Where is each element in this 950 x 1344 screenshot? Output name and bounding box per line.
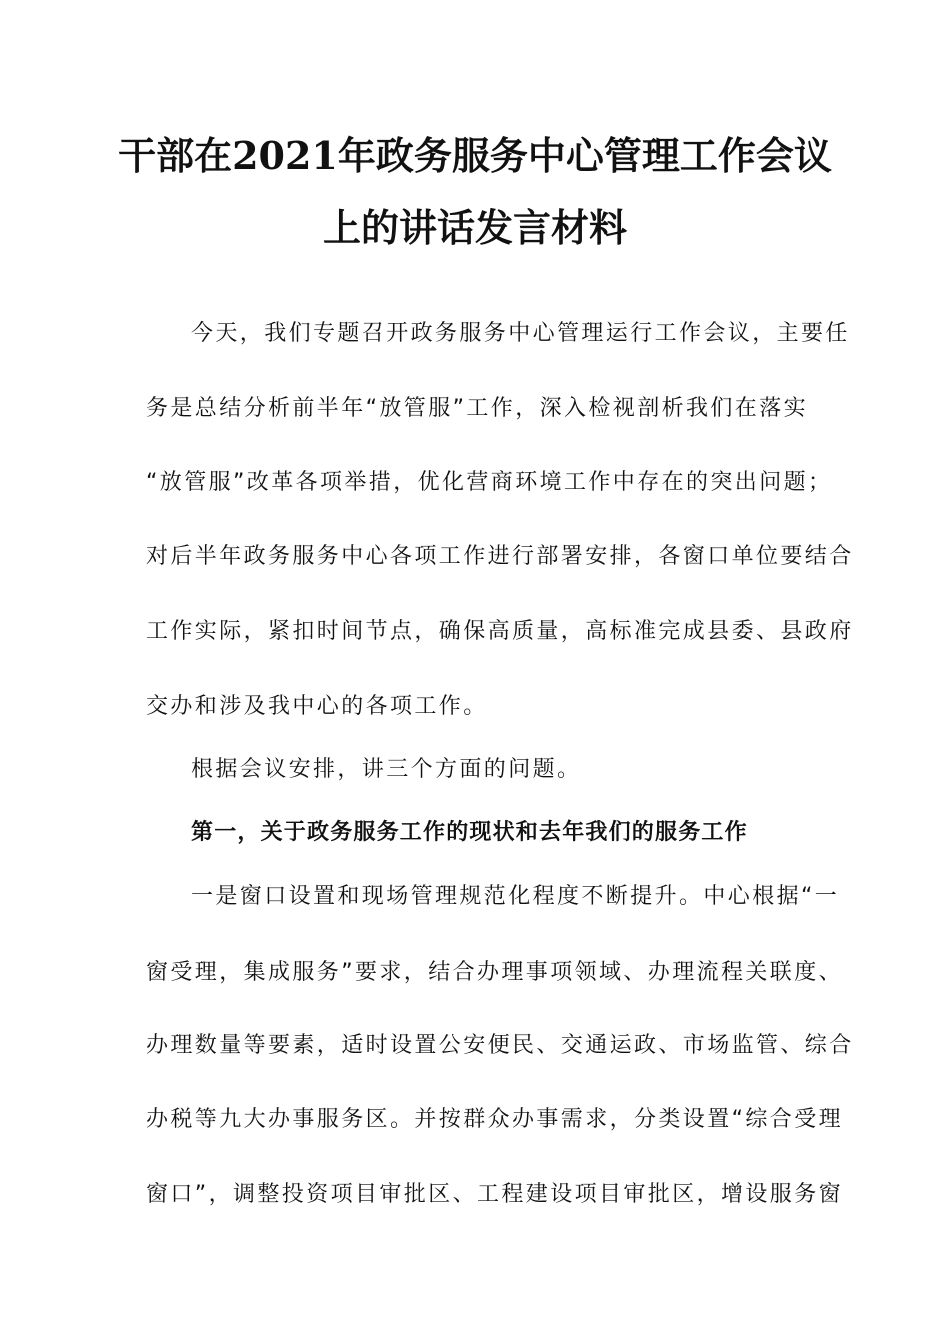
paragraph-1-line-4: 对后半年政务服务中心各项工作进行部署安排，各窗口单位要结合 [146, 544, 854, 569]
paragraph-3-line-2: 窗受理，集成服务”要求，结合办理事项领域、办理流程关联度、 [146, 960, 843, 985]
paragraph-1-line-3: “放管服”改革各项举措，优化营商环境工作中存在的突出问题； [146, 470, 833, 495]
paragraph-3-line-5: 窗口”，调整投资项目审批区、工程建设项目审批区，增设服务窗 [146, 1182, 843, 1207]
paragraph-3-line-4: 办税等九大办事服务区。并按群众办事需求，分类设置“综合受理 [146, 1107, 843, 1132]
paragraph-3-line-3: 办理数量等要素，适时设置公安便民、交通运政、市场监管、综合 [146, 1033, 854, 1058]
section-heading-1: 第一，关于政务服务工作的现状和去年我们的服务工作 [191, 820, 748, 845]
paragraph-1-line-5: 工作实际，紧扣时间节点，确保高质量，高标准完成县委、县政府 [146, 619, 854, 644]
paragraph-1-line-6: 交办和涉及我中心的各项工作。 [146, 694, 488, 719]
paragraph-1-line-2: 务是总结分析前半年“放管服”工作，深入检视剖析我们在落实 [146, 396, 808, 421]
paragraph-2-line-1: 根据会议安排，讲三个方面的问题。 [191, 757, 582, 782]
document-title-line-1: 干部在2021年政务服务中心管理工作会议 [118, 133, 832, 178]
paragraph-3-line-1: 一是窗口设置和现场管理规范化程度不断提升。中心根据“一 [191, 884, 840, 909]
paragraph-1-line-1: 今天，我们专题召开政务服务中心管理运行工作会议，主要任 [191, 321, 850, 346]
document-title-line-2: 上的讲话发言材料 [322, 205, 627, 250]
